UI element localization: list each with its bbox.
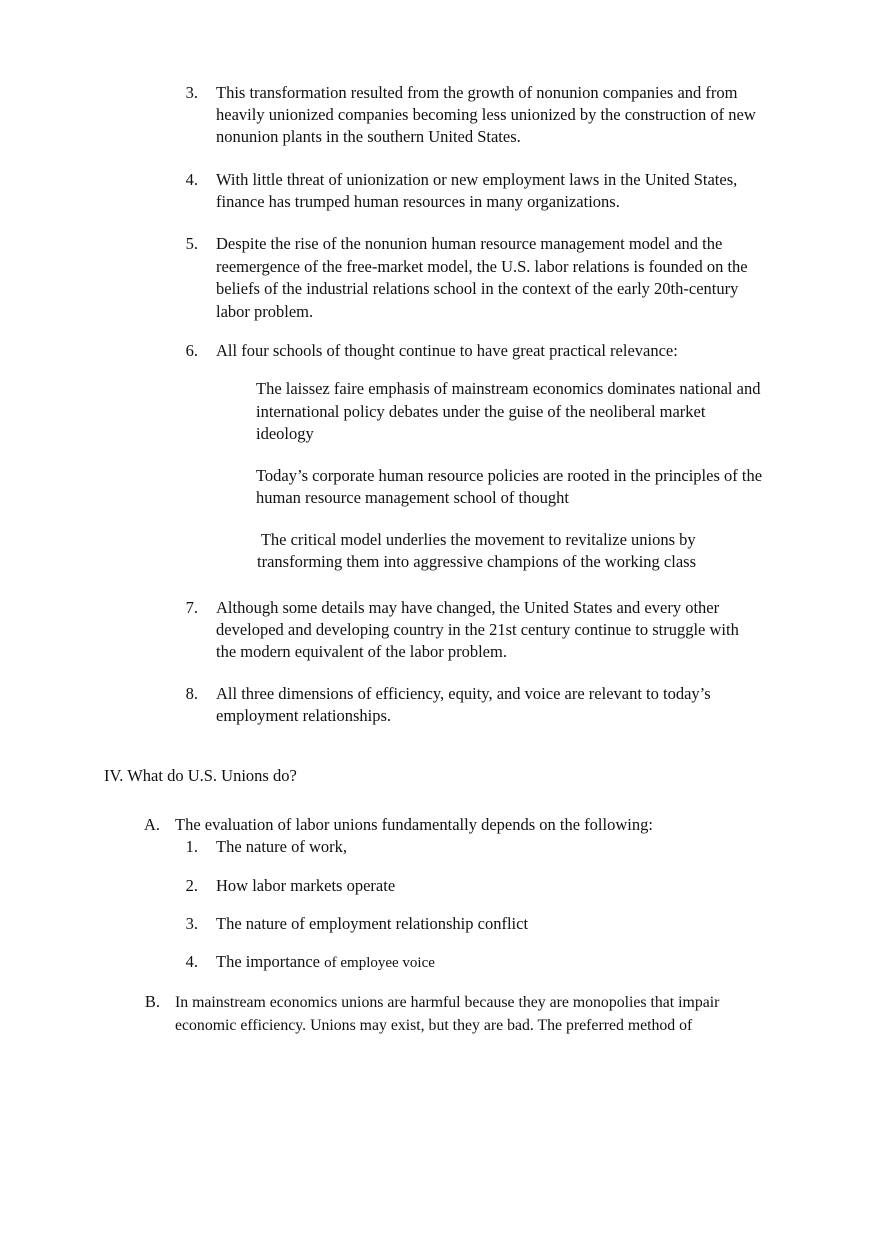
sub-paragraph-economics (256, 378, 760, 446)
text-line: This transformation resulted from the growth of nonunion companies and from (216, 83, 738, 102)
text-line: transforming them into aggressive champions of the working class (257, 552, 696, 571)
sub-item-text (216, 951, 435, 974)
text-segment: The importance (216, 952, 325, 971)
text-line: human resource management school of thought (256, 488, 569, 507)
item-text (216, 597, 739, 663)
point-letter: A. (143, 815, 160, 834)
text-line: labor problem. (216, 301, 314, 321)
text-line: finance has trumped human resources in many organizations. (216, 192, 620, 211)
sub-paragraph-hr (256, 465, 762, 509)
text-line: All three dimensions of efficiency, equity, and voice are relevant to today’s (216, 684, 711, 703)
item-text (216, 683, 711, 727)
sub-paragraph-critical (257, 529, 696, 573)
item-number: 3. (185, 83, 198, 102)
text-line: With little threat of unionization or new employment laws in the United States, (216, 170, 738, 189)
text-line: international policy debates under the guise of the neoliberal market (256, 401, 706, 421)
item-number: 5. (185, 234, 198, 253)
text-line: heavily unionized companies becoming less unionized by the construction of new (216, 105, 756, 124)
sub-item-text: The nature of work, (216, 837, 348, 856)
point-letter: B. (144, 992, 160, 1011)
text-line: employment relationships. (216, 706, 392, 725)
text-line: Today’s corporate human resource policies are rooted in the principles of the (256, 466, 763, 485)
text-line: developed and developing country in the 21st century continue to struggle with (216, 620, 739, 639)
sub-item-number: 2. (185, 876, 198, 895)
item-number: 8. (185, 684, 198, 703)
section-heading: IV. What do U.S. Unions do? (104, 766, 297, 785)
sub-item-number: 4. (185, 952, 198, 971)
item-number: 4. (185, 170, 198, 189)
item-text (216, 169, 737, 213)
sub-item-text: The nature of employment relationship conflict (216, 914, 529, 933)
point-text (175, 991, 719, 1037)
item-text (216, 233, 748, 323)
text-line: economic efficiency. Unions may exist, but they are bad. The preferred method of (175, 1017, 693, 1034)
text-line: ideology (256, 424, 314, 443)
sub-item-text: How labor markets operate (216, 876, 396, 895)
text-line: the modern equivalent of the labor problem. (216, 642, 507, 661)
text-line: The critical model underlies the movement to revitalize unions by (257, 530, 696, 549)
item-text (216, 340, 678, 362)
text-line: nonunion plants in the southern United States. (216, 127, 521, 146)
text-line: All four schools of thought continue to have great practical relevance: (216, 341, 678, 360)
text-line: In mainstream economics unions are harmful because they are monopolies that impair (175, 994, 720, 1011)
point-text: The evaluation of labor unions fundamentally depends on the following: (175, 815, 653, 834)
text-line: Although some details may have changed, the United States and every other (216, 598, 720, 617)
sub-item-number: 3. (185, 914, 198, 933)
text-line: reemergence of the free-market model, the U.S. labor relations is founded on the (216, 256, 748, 276)
item-number: 7. (185, 598, 198, 617)
text-line: Despite the rise of the nonunion human resource management model and the (216, 234, 723, 253)
text-line: The laissez faire emphasis of mainstream economics dominates national and (256, 379, 761, 398)
item-text (216, 82, 756, 148)
text-line: beliefs of the industrial relations school in the context of the early 20th-century (216, 279, 739, 299)
item-number: 6. (185, 341, 198, 360)
text-segment-small: of employee voice (324, 955, 435, 971)
sub-item-number: 1. (185, 837, 198, 856)
